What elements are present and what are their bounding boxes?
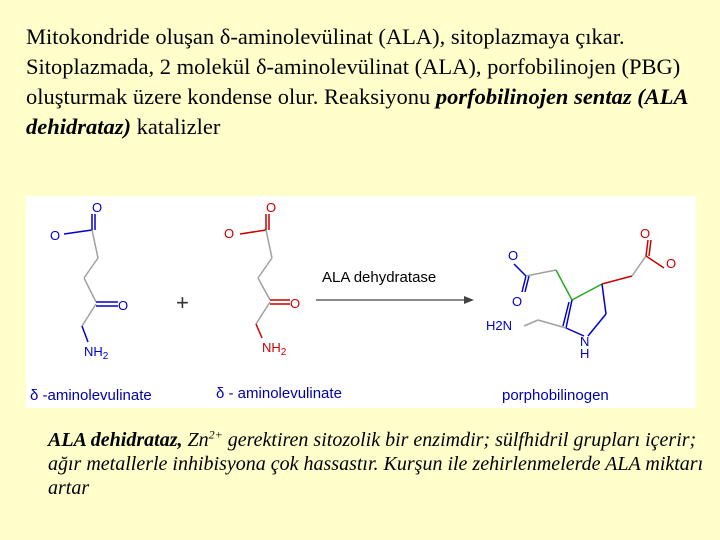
ring-bond	[563, 302, 569, 326]
bond	[649, 240, 651, 256]
intro-paragraph	[26, 22, 716, 142]
atom-o: O	[266, 200, 277, 215]
reactant-2-label: δ - aminolevulinate	[216, 385, 342, 402]
atom-o: O	[92, 200, 103, 215]
note-zinc: Zn	[182, 429, 209, 451]
note-zinc-charge: 2+	[208, 427, 223, 442]
atom-n: N	[580, 334, 590, 349]
intro-text-2: katalizler	[131, 114, 221, 139]
bond	[524, 320, 538, 326]
bond	[82, 326, 88, 342]
atom-o: O	[50, 228, 61, 243]
bond	[646, 240, 648, 256]
atom-o: O	[290, 296, 301, 311]
bond	[646, 256, 664, 268]
bond	[240, 230, 266, 234]
reaction-diagram	[26, 196, 696, 408]
reactant-2-molecule	[240, 214, 290, 338]
ring-bond	[572, 284, 602, 300]
note-lead: ALA dehidrataz,	[48, 429, 183, 451]
reaction-svg	[26, 196, 696, 408]
product-label: porphobilinogen	[502, 387, 609, 404]
atom-h: H	[580, 346, 590, 361]
note-paragraph	[48, 428, 708, 500]
arrow-head	[464, 296, 474, 304]
bond	[258, 258, 272, 278]
bond	[258, 278, 270, 300]
atom-nh2: $NH_2$	[84, 344, 109, 362]
bond	[92, 230, 98, 258]
atom-o: O	[118, 298, 129, 313]
atom-h2n: H2N	[486, 318, 513, 333]
product-molecule	[514, 240, 664, 336]
bond	[538, 320, 566, 328]
bond	[526, 270, 556, 276]
atom-o: O	[224, 226, 235, 241]
bond	[266, 230, 272, 258]
atom-o: O	[508, 248, 519, 263]
intro-text-1: Mitokondride oluşan δ-aminolevülinat (ALA), sitoplazmaya çıkar. Sitoplazmada, 2 molekül δ-aminolevülinat (ALA), porfobilinojen (PBG) oluşturmak üzere kondense olur. Reaksiyonu	[26, 24, 681, 109]
bond	[602, 276, 632, 284]
bond	[256, 324, 262, 338]
atom-nh2: $NH_2$	[262, 340, 287, 358]
reactant-1-molecule	[64, 214, 118, 342]
bond	[632, 256, 646, 276]
enzyme-name: porfobilinojen sentaz (ALA dehidrataz)	[26, 84, 688, 139]
enzyme-label: ALA dehydratase	[322, 269, 437, 286]
reactant-1-label: δ -aminolevulinate	[30, 387, 152, 404]
bond	[514, 264, 526, 276]
bond	[84, 278, 96, 302]
bond	[82, 304, 96, 326]
atom-o: O	[640, 226, 651, 241]
note-text: gerektiren sitozolik bir enzimdir; sülfhidril grupları içerir; ağır metallerle inhibisyona çok hassastır. Kurşun ile zehirlenmelerde ALA miktarı artar	[48, 429, 704, 499]
atom-o: O	[512, 294, 523, 309]
plus-sign: +	[176, 290, 189, 315]
ring-bond	[588, 314, 606, 336]
ring-bond	[602, 284, 606, 314]
atom-o: O	[666, 256, 677, 271]
bond	[84, 258, 98, 278]
bond	[256, 302, 270, 324]
bond	[556, 270, 572, 300]
bond	[64, 230, 92, 234]
